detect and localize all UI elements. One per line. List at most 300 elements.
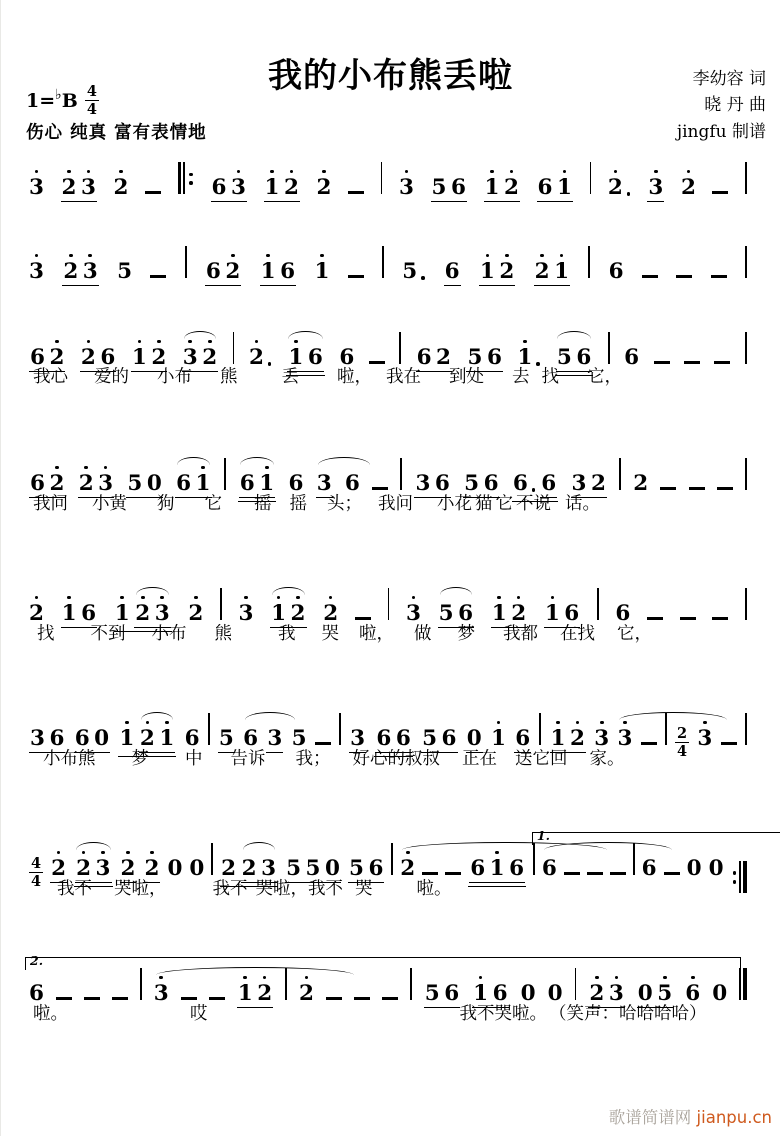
lyric-syllable: 梦 (131, 749, 149, 769)
note-digit: 1 (492, 603, 507, 625)
octave-dot-icon (125, 721, 129, 725)
note-digit: 6 (624, 345, 640, 370)
bar-thick (743, 968, 747, 1000)
octave-dot-icon (595, 976, 599, 980)
note-digit: 1 (480, 261, 495, 283)
beat-group (75, 728, 109, 750)
note-digit: 0 (94, 726, 110, 751)
lyric-syllable: 哭 (321, 624, 339, 644)
note-digit: 0 (466, 726, 482, 751)
sustain-dash (112, 997, 128, 1000)
note-group (399, 177, 414, 199)
beat-group (185, 728, 200, 750)
note-group (517, 347, 540, 369)
bar-thin (745, 246, 747, 278)
bar-thin (597, 588, 599, 620)
lyrics-line-6 (31, 749, 771, 770)
sustain-dash (181, 997, 197, 1000)
duration-underline (264, 177, 300, 202)
note-digit: 2 (291, 603, 306, 625)
beat-group (400, 858, 415, 880)
beat-group (243, 728, 258, 750)
beat-group (697, 728, 712, 750)
repeat-dots-icon (189, 173, 193, 185)
sustain-dash (647, 617, 663, 620)
note-digit: 3 (406, 603, 421, 625)
note-digit: 1 (314, 261, 329, 283)
octave-dot-icon (576, 721, 580, 725)
note-digit: 6 (205, 259, 221, 284)
sustain-dash (326, 997, 342, 1000)
note-group (633, 473, 648, 495)
note-group (154, 983, 169, 1005)
flat-icon: ♭ (55, 86, 62, 103)
lyric-syllable: 哭 (355, 879, 373, 899)
octave-dot-icon (615, 976, 619, 980)
note-digit: 6 (458, 601, 474, 626)
note-digit: 6 (685, 983, 700, 1005)
octave-dot-icon (243, 976, 247, 980)
octave-dot-icon (497, 721, 501, 725)
note-digit: 6 (541, 856, 557, 881)
note-digit: 6 (416, 345, 432, 370)
barline (224, 458, 226, 490)
sustain-dash (209, 997, 225, 1000)
octave-dot-icon (69, 254, 73, 258)
beat-group (464, 473, 498, 495)
note-digit: 1 (554, 261, 569, 283)
note-digit: 5 (218, 726, 234, 751)
note-digit: 0 (167, 856, 183, 881)
note-digit: 3 (316, 471, 332, 496)
note-digit: 2 (29, 603, 44, 625)
beat-group (594, 728, 609, 750)
note-digit: 6 (30, 345, 45, 370)
note-digit: 2 (62, 177, 77, 199)
note-digit: 0 (712, 981, 728, 1006)
slur-arc (136, 587, 168, 595)
beat-group (219, 728, 234, 750)
sustain-dash (654, 361, 670, 364)
note-group (323, 603, 338, 625)
note-group (521, 983, 536, 1005)
note-group (185, 728, 200, 750)
octave-dot-icon (614, 170, 618, 174)
beat-group (323, 603, 338, 625)
sustain-dash (145, 191, 161, 194)
note-digit: 0 (547, 981, 563, 1006)
note-digit: 2 (436, 345, 451, 370)
bar-thin (220, 588, 222, 620)
note-digit: 1 (238, 983, 253, 1005)
octave-dot-icon (497, 596, 501, 600)
beat-group (212, 177, 246, 199)
lyric-syllable: 它， (587, 367, 622, 387)
octave-dot-icon (486, 254, 490, 258)
beat-group (712, 983, 727, 1005)
note-group (548, 983, 563, 1005)
note-digit: 3 (571, 471, 587, 496)
note-digit: 6 (280, 259, 296, 284)
octave-dot-icon (87, 340, 91, 344)
beat-group (432, 177, 466, 199)
lyric-syllable: 头； (327, 494, 362, 514)
beat-group (642, 858, 657, 880)
beat-group (473, 983, 507, 1005)
watermark-site-url: jianpu.cn (696, 1108, 772, 1127)
note-group (617, 728, 632, 750)
note-digit: 2 (323, 603, 338, 625)
beat-group (121, 858, 136, 880)
note-group (243, 728, 258, 750)
note-digit: 5 (305, 856, 321, 881)
beat-group (515, 728, 530, 750)
beat-group (535, 261, 569, 283)
barline (608, 332, 610, 364)
credit-composer: 晓 丹 曲 (704, 95, 766, 116)
note-digit: 6 (441, 726, 457, 751)
barline (590, 162, 592, 194)
note-digit: 2 (504, 177, 519, 199)
watermark (609, 1104, 772, 1128)
note-digit: 2 (681, 177, 696, 199)
note-group (444, 261, 461, 286)
beat-group (79, 473, 113, 495)
octave-dot-icon (560, 254, 564, 258)
beat-group (63, 261, 97, 283)
beat-group (349, 858, 383, 880)
credit-transcriber: jingfu 制谱 (676, 121, 766, 142)
beat-group (30, 473, 64, 495)
lyrics-line-5 (31, 624, 771, 645)
note-digit: 2 (499, 261, 514, 283)
note-group (29, 953, 44, 1006)
note-digit: 6 (100, 345, 116, 370)
note-digit: 3 (617, 728, 632, 750)
note-digit: 2 (633, 471, 649, 496)
octave-dot-icon (277, 596, 281, 600)
beat-group (288, 347, 322, 369)
barline (575, 968, 577, 1000)
note-group (62, 261, 98, 286)
octave-dot-icon (322, 170, 326, 174)
note-digit: 5 (117, 259, 133, 284)
barline (381, 162, 383, 194)
note-digit: 6 (492, 981, 508, 1006)
beat-group (467, 347, 501, 369)
beat-group (339, 347, 354, 369)
note-digit: 6 (486, 345, 502, 370)
note-digit: 2 (135, 603, 150, 625)
ts-denominator: 4 (31, 872, 42, 890)
lyric-syllable: 我不哭啦。 (459, 1004, 547, 1024)
note-digit: 1 (491, 728, 506, 750)
beat-group (114, 177, 129, 199)
tie-arc (245, 712, 295, 720)
repeat-dot (733, 871, 737, 875)
note-digit: 3 (238, 603, 253, 625)
note-group (615, 603, 630, 625)
note-digit: 1 (265, 177, 280, 199)
beat-group (709, 858, 724, 880)
note-group (685, 983, 700, 1005)
barline (382, 246, 384, 278)
lyric-syllable: 熊 (220, 367, 238, 387)
duration-underline (431, 177, 467, 202)
note-digit: 5 (438, 601, 454, 626)
octave-dot-icon (35, 170, 39, 174)
sustain-dash (712, 191, 728, 194)
note-digit: 1 (132, 347, 147, 369)
note-digit: 2 (608, 177, 623, 199)
barline (597, 588, 599, 620)
beat-group (617, 728, 632, 750)
bar-thin (208, 713, 210, 745)
note-group (608, 177, 631, 199)
lyric-syllable: 啦。 (416, 879, 452, 899)
sustain-dash (717, 487, 733, 490)
lyrics-line-3 (31, 367, 771, 388)
note-group (484, 177, 520, 202)
barline (211, 843, 213, 875)
beat-group (425, 983, 459, 1005)
note-group (189, 858, 204, 880)
lyric-syllable: 我不 (57, 879, 92, 899)
octave-dot-icon (84, 466, 88, 470)
lyric-syllable: 到处 (449, 367, 484, 387)
beat-group (648, 177, 663, 199)
note-digit: 3 (350, 726, 366, 751)
beat-group (548, 983, 563, 1005)
octave-dot-icon (146, 721, 150, 725)
note-digit: 6 (368, 856, 384, 881)
note-digit: 6 (288, 471, 304, 496)
octave-dot-icon (35, 596, 39, 600)
sustain-dash (382, 997, 398, 1000)
note-group (61, 177, 97, 202)
lyric-syllable: 我问 (33, 494, 68, 514)
lyric-syllable: 我不 (212, 879, 248, 899)
octave-dot-icon (126, 851, 130, 855)
octave-dot-icon (495, 851, 499, 855)
slur-arc (141, 712, 173, 720)
beat-group (350, 728, 365, 750)
sustain-dash (680, 617, 696, 620)
lyrics-line-7 (31, 879, 771, 900)
note-digit: 1 (261, 261, 276, 283)
note-digit: 2 (535, 261, 550, 283)
note-digit: 3 (96, 858, 111, 880)
note-digit: 6 (74, 726, 90, 751)
note-digit: 1 (517, 347, 532, 369)
duration-underline (211, 177, 247, 202)
note-digit: 1 (490, 858, 505, 880)
note-digit: 2 (299, 983, 314, 1005)
note-digit: 3 (81, 177, 96, 199)
note-digit: 5 (556, 345, 572, 370)
barline (208, 713, 210, 745)
note-group (260, 261, 296, 286)
bar-thin (233, 332, 235, 364)
note-group (431, 177, 467, 202)
note-digit: 6 (339, 345, 355, 370)
duration-underline (61, 177, 97, 202)
note-digit: 6 (483, 471, 499, 496)
note-digit: 3 (29, 177, 44, 199)
note-digit: 3 (594, 728, 609, 750)
note-group (238, 603, 253, 625)
note-digit: 5 (464, 471, 480, 496)
octave-dot-icon (201, 466, 205, 470)
key-letter: B (61, 89, 78, 112)
octave-dot-icon (160, 596, 164, 600)
sustain-dash (84, 997, 100, 1000)
note-digit: 5 (402, 261, 417, 283)
beat-group (439, 603, 473, 625)
note-group (249, 347, 272, 369)
bar-thin (410, 968, 412, 1000)
octave-dot-icon (654, 170, 658, 174)
note-digit: 1 (545, 603, 560, 625)
barline (400, 458, 402, 490)
sustain-dash (354, 997, 370, 1000)
lyric-syllable: 啦。 (33, 1004, 68, 1024)
beat-group (183, 347, 217, 369)
note-group (288, 473, 303, 495)
octave-dot-icon (67, 170, 71, 174)
octave-dot-icon (244, 596, 248, 600)
octave-dot-icon (263, 976, 267, 980)
note-digit: 6 (434, 471, 450, 496)
note-digit: 2 (81, 347, 96, 369)
note-digit: 5 (422, 726, 438, 751)
octave-dot-icon (165, 721, 169, 725)
note-group (205, 261, 241, 286)
note-digit: 6 (615, 601, 631, 626)
augmentation-dot-icon (627, 192, 631, 196)
lyric-syllable: 哎 (190, 1004, 208, 1024)
duration-underline (62, 261, 98, 286)
beat-group (624, 347, 639, 369)
sustain-dash (684, 361, 700, 364)
note-digit: 2 (284, 177, 299, 199)
note-digit: 1 (288, 347, 303, 369)
note-digit: 2 (140, 728, 155, 750)
beat-group (51, 858, 66, 880)
lyric-syllable: 我都 (503, 624, 538, 644)
lyric-syllable: 做 (414, 624, 432, 644)
note-digit: 6 (564, 601, 580, 626)
note-group (491, 728, 506, 750)
beat-group (317, 177, 332, 199)
slur-arc (557, 331, 591, 339)
barline (185, 246, 187, 278)
note-digit: 2 (317, 177, 332, 199)
note-digit: 1 (473, 983, 488, 1005)
octave-dot-icon (296, 596, 300, 600)
octave-dot-icon (490, 170, 494, 174)
duration-underline (647, 177, 664, 202)
note-group (687, 858, 702, 880)
sustain-dash (689, 487, 705, 490)
slur-arc (440, 587, 472, 595)
bar-thin (183, 162, 185, 194)
note-digit: 2 (400, 858, 415, 880)
barline (745, 588, 747, 620)
duration-underline (444, 261, 461, 286)
note-digit: 6 (509, 856, 525, 881)
octave-dot-icon (479, 976, 483, 980)
note-group (117, 261, 132, 283)
slur-arc (272, 587, 304, 595)
note-group (594, 728, 609, 750)
beat-group (415, 473, 449, 495)
barline (391, 843, 393, 875)
lyric-syllable: 啦， (337, 367, 372, 387)
note-digit: 2 (249, 347, 264, 369)
beat-group (542, 858, 557, 880)
lyric-syllable: （笑声：哈哈哈哈） (549, 1004, 707, 1024)
sustain-dash (664, 872, 680, 875)
note-digit: 3 (399, 177, 414, 199)
note-digit: 1 (159, 728, 174, 750)
sustain-dash (676, 275, 692, 278)
note-digit: 5 (467, 345, 483, 370)
beat-group (249, 347, 272, 369)
beat-group (681, 177, 696, 199)
sustain-dash (642, 275, 658, 278)
beat-group (521, 983, 536, 1005)
note-digit: 3 (267, 726, 283, 751)
note-digit: 2 (114, 177, 129, 199)
note-digit: 3 (415, 471, 431, 496)
beat-group (292, 728, 307, 750)
note-digit: 1 (271, 603, 286, 625)
octave-dot-icon (231, 254, 235, 258)
octave-dot-icon (540, 254, 544, 258)
sustain-dash (564, 872, 580, 875)
barline (745, 713, 747, 745)
beat-group (615, 603, 630, 625)
ts-numerator: 4 (31, 855, 42, 872)
beat-group (345, 473, 360, 495)
lyric-syllable: 送它回 (515, 749, 568, 769)
song-title: 我的小布熊丢啦 (268, 56, 513, 96)
bar-thin (588, 246, 590, 278)
note-group (188, 603, 203, 625)
augmentation-dot-icon (268, 362, 272, 366)
bar-thin (608, 332, 610, 364)
lyric-syllable: 小布 (151, 624, 187, 644)
beat-group (261, 261, 295, 283)
octave-dot-icon (517, 596, 521, 600)
note-digit: 6 (537, 175, 553, 200)
sustain-dash (150, 275, 166, 278)
slur-arc (177, 457, 209, 465)
barline (745, 332, 747, 364)
beat-group (81, 347, 115, 369)
octave-dot-icon (101, 851, 105, 855)
note-group (29, 177, 44, 199)
lyric-syllable: 小布熊 (43, 749, 96, 769)
note-digit: 1 (557, 177, 572, 199)
beat-group (517, 347, 540, 369)
beat-group (467, 728, 482, 750)
octave-dot-icon (55, 466, 59, 470)
beat-group (154, 983, 169, 1005)
beat-group (286, 858, 340, 880)
beat-group (29, 603, 44, 625)
